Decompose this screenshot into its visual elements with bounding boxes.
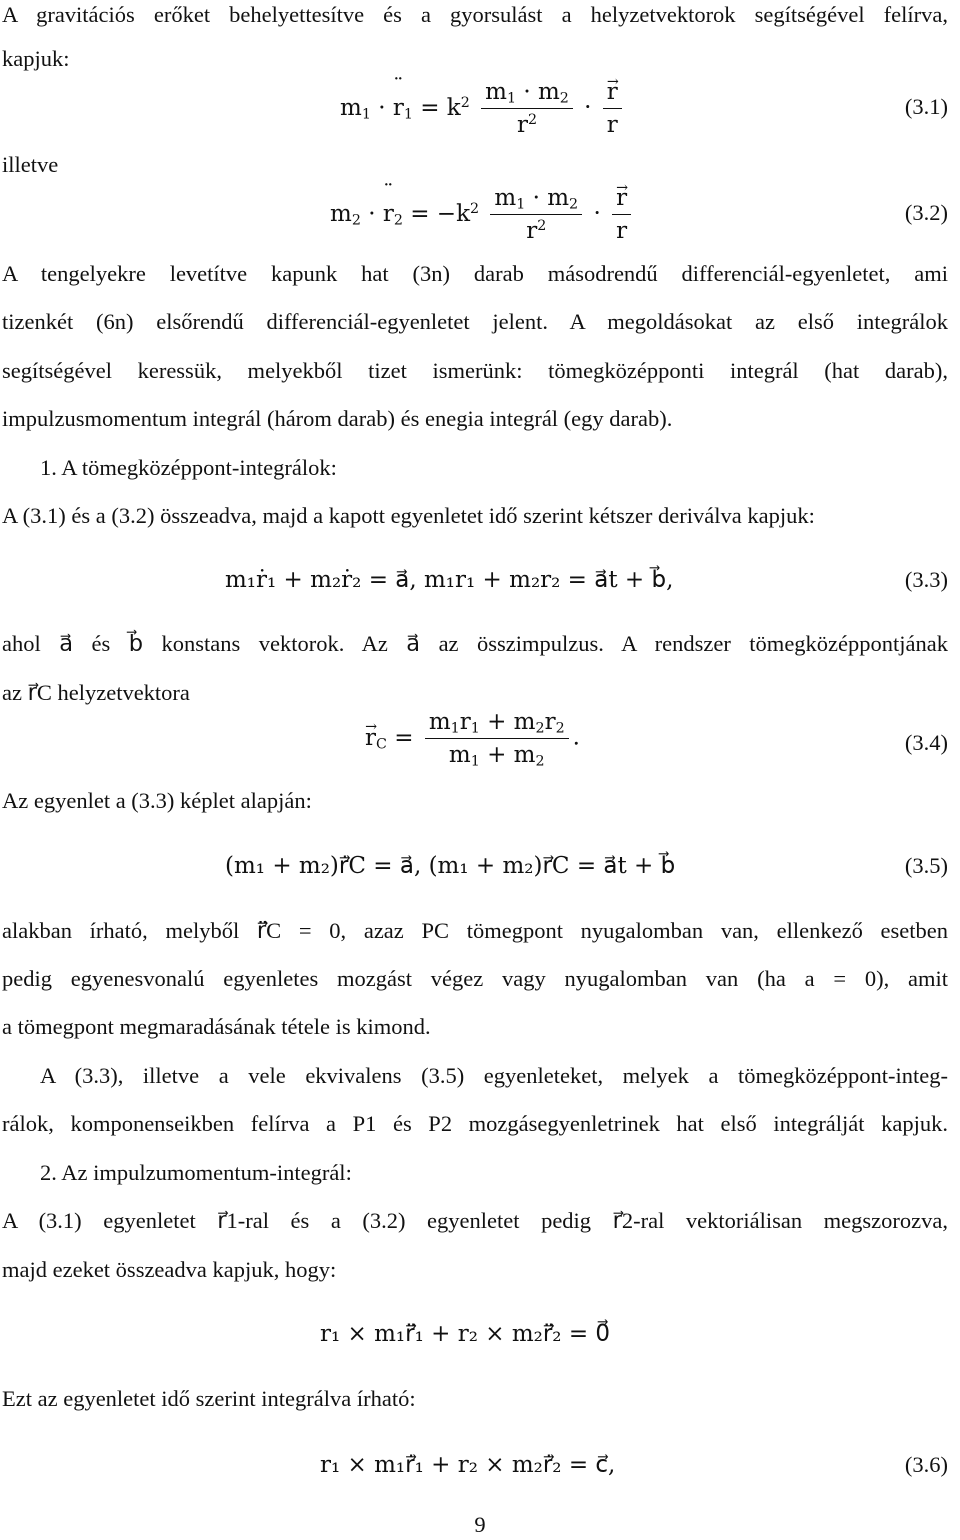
equation-unnumbered: r₁ × m₁r⃗̈₁ + r₂ × m₂r⃗̈₂ = 0⃗ bbox=[320, 1321, 611, 1347]
paragraph-9-line-1: Ezt az egyenletet idő szerint integrálva írható: bbox=[2, 1386, 416, 1411]
illetve-text: illetve bbox=[2, 152, 59, 177]
equation-number-3-6: (3.6) bbox=[904, 1452, 948, 1477]
paragraph-6-line-1: alakban írható, melyből r⃗̈C = 0, azaz PC tömegpont nyugalomban van, ellenkező esetben bbox=[2, 918, 948, 943]
paragraph-8-line-1: A (3.1) egyenletet r⃗1-ral és a (3.2) egyenletet pedig r⃗2-ral vektoriálisan megszorozva, bbox=[2, 1208, 948, 1233]
equation-number-3-5: (3.5) bbox=[904, 853, 948, 878]
paragraph-4-line-1: ahol a⃗ és b⃗ konstans vektorok. Az a⃗ az összimpulzus. A rendszer tömegközéppontjának bbox=[2, 631, 948, 656]
paragraph-2-line-1: A tengelyekre levetítve kapunk hat (3n) darab másodrendű differenciál-egyenletet, ami bbox=[2, 261, 948, 286]
equation-number-3-4: (3.4) bbox=[904, 730, 948, 755]
equation-3-2: $m_2 \cdot r$ $¨_2 = -k^2$ $\frac{m_1 \cdot m_2}{r^2}$ · → $\frac{r}{r}$ bbox=[330, 184, 635, 245]
equation-number-3-3: (3.3) bbox=[904, 567, 948, 592]
paragraph-5-line-1: Az egyenlet a (3.3) képlet alapján: bbox=[2, 788, 312, 813]
paragraph-4-line-2: az r⃗C helyzetvektora bbox=[2, 680, 190, 705]
section-heading-2: 2. Az impulzumomentum-integrál: bbox=[40, 1160, 352, 1185]
paragraph-1-line-1: A gravitációs erőket behelyettesítve és a gyorsulást a helyzetvektorok segítségével felírva, bbox=[2, 2, 948, 27]
equation-3-6: r₁ × m₁r⃗̇₁ + r₂ × m₂r⃗̇₂ = c⃗, bbox=[320, 1452, 616, 1478]
paragraph-3-line-1: A (3.1) és a (3.2) összeadva, majd a kapott egyenletet idő szerint kétszer deriválva kapjuk: bbox=[2, 503, 815, 528]
paragraph-7-line-1: A (3.3), illetve a vele ekvivalens (3.5) egyenleteket, melyek a tömegközéppont-integ- bbox=[40, 1063, 948, 1088]
equation-number-3-1: (3.1) bbox=[904, 94, 948, 119]
equation-3-4: → $r_C$ = $\frac{m_1r_1 + m_2r_2}{m_1 + m_2}$ . bbox=[365, 708, 580, 769]
paragraph-2-line-2: tizenkét (6n) elsőrendű differenciál-egyenletet jelent. A megoldásokat az első integrálok bbox=[2, 309, 948, 334]
paragraph-6-line-2: pedig egyenesvonalú egyenletes mozgást végez vagy nyugalomban van (ha a = 0), amit bbox=[2, 966, 948, 991]
paragraph-8-line-2: majd ezeket összeadva kapjuk, hogy: bbox=[2, 1257, 337, 1282]
paragraph-1-line-2: kapjuk: bbox=[2, 46, 70, 71]
paragraph-2-line-4: impulzusmomentum integrál (három darab) és enegia integrál (egy darab). bbox=[2, 406, 673, 431]
paragraph-6-line-3: a tömegpont megmaradásának tétele is kimond. bbox=[2, 1014, 431, 1039]
paragraph-7-line-2: rálok, komponenseikben felírva a P1 és P2 mozgásegyenletrinek hat első integrálját kapjuk. bbox=[2, 1111, 948, 1136]
equation-number-3-2: (3.2) bbox=[904, 200, 948, 225]
page-number: 9 bbox=[474, 1512, 486, 1537]
section-heading-1: 1. A tömegközéppont-integrálok: bbox=[40, 455, 337, 480]
equation-3-3: m₁ṙ₁ + m₂ṙ₂ = a⃗, m₁r₁ + m₂r₂ = a⃗t + b⃗, bbox=[225, 567, 674, 593]
equation-3-5: (m₁ + m₂)r⃗̇C = a⃗, (m₁ + m₂)r⃗C = a⃗t + b⃗ bbox=[225, 853, 676, 879]
paragraph-2-line-3: segítségével keressük, melyekből tizet ismerünk: tömegközépponti integrál (hat darab), bbox=[2, 358, 948, 383]
equation-3-1: $m_1 \cdot r$ $¨_1 = k^2$ $\frac{m_1 \cdot m_2}{r^2}$ · → $\frac{r}{r}$ bbox=[340, 78, 626, 139]
